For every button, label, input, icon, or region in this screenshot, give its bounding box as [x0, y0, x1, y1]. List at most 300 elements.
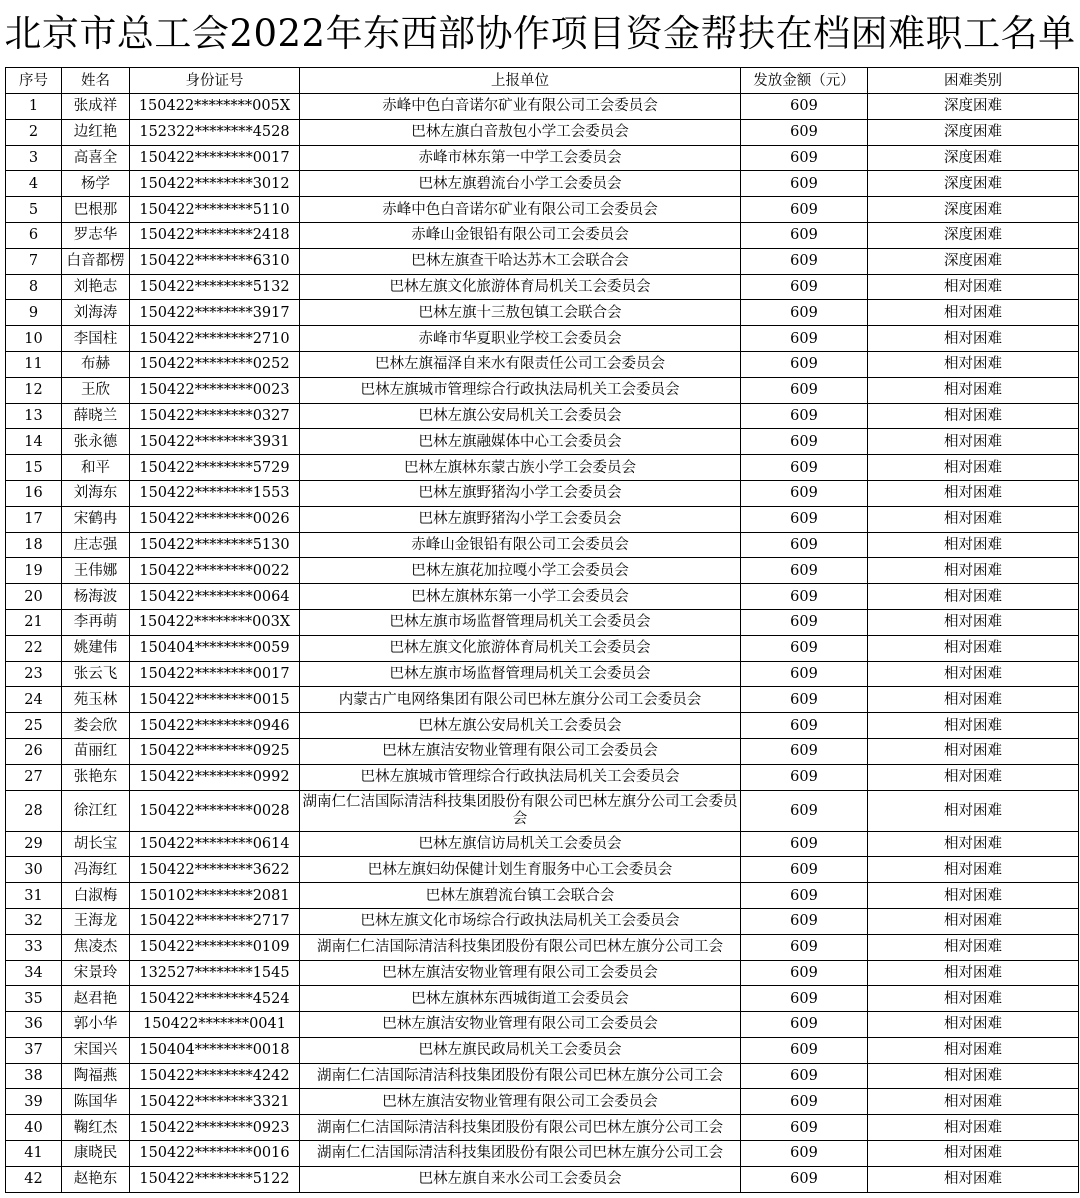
- row-index: 32: [6, 908, 62, 934]
- person-name: 布赫: [62, 351, 130, 377]
- row-index: 20: [6, 584, 62, 610]
- person-name: 张艳东: [62, 764, 130, 790]
- table-row: [6, 145, 1079, 171]
- row-index: 35: [6, 986, 62, 1012]
- reporting-unit: 巴林左旗洁安物业管理有限公司工会委员会: [300, 738, 741, 764]
- person-name: 陶福燕: [62, 1063, 130, 1089]
- hardship-category: 相对困难: [868, 960, 1079, 986]
- person-name: 李国柱: [62, 326, 130, 352]
- row-index: 1: [6, 94, 62, 120]
- row-index: 10: [6, 326, 62, 352]
- amount: 609: [741, 197, 868, 223]
- header-row: [6, 68, 1079, 94]
- row-index: 33: [6, 934, 62, 960]
- person-name: 冯海红: [62, 857, 130, 883]
- reporting-unit: 内蒙古广电网络集团有限公司巴林左旗分公司工会委员会: [300, 687, 741, 713]
- reporting-unit: 巴林左旗查干哈达苏木工会联合会: [300, 248, 741, 274]
- person-name: 胡长宝: [62, 831, 130, 857]
- table-row: [6, 986, 1079, 1012]
- amount: 609: [741, 713, 868, 739]
- table-row: [6, 300, 1079, 326]
- person-name: 宋景玲: [62, 960, 130, 986]
- hardship-category: 相对困难: [868, 661, 1079, 687]
- id-number: 150422********0022: [130, 558, 300, 584]
- table-row: [6, 790, 1079, 831]
- person-name: 徐江红: [62, 790, 130, 831]
- hardship-category: 相对困难: [868, 532, 1079, 558]
- amount: 609: [741, 1166, 868, 1192]
- person-name: 王海龙: [62, 908, 130, 934]
- id-number: 150422*******0041: [130, 1012, 300, 1038]
- header-hardship-category: 困难类别: [868, 68, 1079, 94]
- reporting-unit: 巴林左旗野猪沟小学工会委员会: [300, 480, 741, 506]
- table-row: [6, 1166, 1079, 1192]
- person-name: 刘海涛: [62, 300, 130, 326]
- row-index: 28: [6, 790, 62, 831]
- reporting-unit: 巴林左旗野猪沟小学工会委员会: [300, 506, 741, 532]
- hardship-category: 相对困难: [868, 300, 1079, 326]
- id-number: 150422********0026: [130, 506, 300, 532]
- amount: 609: [741, 532, 868, 558]
- table-row: [6, 1115, 1079, 1141]
- row-index: 29: [6, 831, 62, 857]
- table-row: [6, 687, 1079, 713]
- row-index: 13: [6, 403, 62, 429]
- table-row: [6, 857, 1079, 883]
- reporting-unit: 巴林左旗文化旅游体育局机关工会委员会: [300, 635, 741, 661]
- hardship-category: 相对困难: [868, 506, 1079, 532]
- person-name: 边红艳: [62, 119, 130, 145]
- person-name: 薛晓兰: [62, 403, 130, 429]
- id-number: 150422********3917: [130, 300, 300, 326]
- table-row: [6, 1089, 1079, 1115]
- reporting-unit: 巴林左旗文化市场综合行政执法局机关工会委员会: [300, 908, 741, 934]
- reporting-unit: 巴林左旗碧流台镇工会联合会: [300, 883, 741, 909]
- reporting-unit: 巴林左旗白音敖包小学工会委员会: [300, 119, 741, 145]
- amount: 609: [741, 883, 868, 909]
- hardship-category: 深度困难: [868, 248, 1079, 274]
- amount: 609: [741, 661, 868, 687]
- document-title: 北京市总工会2022年东西部协作项目资金帮扶在档困难职工名单: [4, 12, 1076, 55]
- hardship-category: 相对困难: [868, 883, 1079, 909]
- hardship-category: 相对困难: [868, 764, 1079, 790]
- person-name: 李再萌: [62, 609, 130, 635]
- hardship-category: 相对困难: [868, 377, 1079, 403]
- amount: 609: [741, 119, 868, 145]
- reporting-unit: 湖南仁仁洁国际清洁科技集团股份有限公司巴林左旗分公司工会: [300, 1141, 741, 1167]
- id-number: 150422********0016: [130, 1141, 300, 1167]
- hardship-category: 相对困难: [868, 687, 1079, 713]
- header-amount: 发放金额（元）: [741, 68, 868, 94]
- table-row: [6, 661, 1079, 687]
- id-number: 150422********2710: [130, 326, 300, 352]
- person-name: 张成祥: [62, 94, 130, 120]
- person-name: 白音都楞: [62, 248, 130, 274]
- hardship-category: 深度困难: [868, 222, 1079, 248]
- row-index: 40: [6, 1115, 62, 1141]
- person-name: 康晓民: [62, 1141, 130, 1167]
- header-index: 序号: [6, 68, 62, 94]
- reporting-unit: 赤峰市林东第一中学工会委员会: [300, 145, 741, 171]
- amount: 609: [741, 764, 868, 790]
- id-number: 150422********5132: [130, 274, 300, 300]
- id-number: 150404********0059: [130, 635, 300, 661]
- amount: 609: [741, 429, 868, 455]
- reporting-unit: 巴林左旗公安局机关工会委员会: [300, 403, 741, 429]
- hardship-category: 相对困难: [868, 584, 1079, 610]
- reporting-unit: 巴林左旗林东西城街道工会委员会: [300, 986, 741, 1012]
- table-row: [6, 351, 1079, 377]
- person-name: 陈国华: [62, 1089, 130, 1115]
- person-name: 罗志华: [62, 222, 130, 248]
- person-name: 郭小华: [62, 1012, 130, 1038]
- row-index: 23: [6, 661, 62, 687]
- hardship-category: 相对困难: [868, 1089, 1079, 1115]
- hardship-category: 相对困难: [868, 429, 1079, 455]
- table-row: [6, 403, 1079, 429]
- hardship-category: 相对困难: [868, 908, 1079, 934]
- row-index: 26: [6, 738, 62, 764]
- table-row: [6, 326, 1079, 352]
- table-row: [6, 713, 1079, 739]
- row-index: 42: [6, 1166, 62, 1192]
- reporting-unit: 巴林左旗林东第一小学工会委员会: [300, 584, 741, 610]
- reporting-unit: 巴林左旗洁安物业管理有限公司工会委员会: [300, 960, 741, 986]
- row-index: 31: [6, 883, 62, 909]
- row-index: 24: [6, 687, 62, 713]
- reporting-unit: 巴林左旗妇幼保健计划生育服务中心工会委员会: [300, 857, 741, 883]
- hardship-category: 相对困难: [868, 326, 1079, 352]
- hardship-category: 相对困难: [868, 403, 1079, 429]
- table-row: [6, 377, 1079, 403]
- id-number: 150422********003X: [130, 609, 300, 635]
- row-index: 38: [6, 1063, 62, 1089]
- hardship-category: 相对困难: [868, 274, 1079, 300]
- person-name: 娄会欣: [62, 713, 130, 739]
- row-index: 6: [6, 222, 62, 248]
- table-row: [6, 532, 1079, 558]
- row-index: 14: [6, 429, 62, 455]
- amount: 609: [741, 274, 868, 300]
- table-row: [6, 1141, 1079, 1167]
- person-name: 高喜全: [62, 145, 130, 171]
- hardship-category: 深度困难: [868, 94, 1079, 120]
- id-number: 150422********0028: [130, 790, 300, 831]
- header-reporting-unit: 上报单位: [300, 68, 741, 94]
- amount: 609: [741, 908, 868, 934]
- hardship-category: 相对困难: [868, 1141, 1079, 1167]
- amount: 609: [741, 171, 868, 197]
- row-index: 7: [6, 248, 62, 274]
- hardship-category: 深度困难: [868, 197, 1079, 223]
- id-number: 150422********5130: [130, 532, 300, 558]
- hardship-category: 相对困难: [868, 1012, 1079, 1038]
- reporting-unit: 赤峰中色白音诺尔矿业有限公司工会委员会: [300, 94, 741, 120]
- id-number: 152322********4528: [130, 119, 300, 145]
- id-number: 150422********5729: [130, 455, 300, 481]
- table-row: [6, 558, 1079, 584]
- reporting-unit: 巴林左旗林东蒙古族小学工会委员会: [300, 455, 741, 481]
- reporting-unit: 湖南仁仁洁国际清洁科技集团股份有限公司巴林左旗分公司工会: [300, 1115, 741, 1141]
- person-name: 巴根那: [62, 197, 130, 223]
- id-number: 150422********3012: [130, 171, 300, 197]
- hardship-category: 相对困难: [868, 790, 1079, 831]
- person-name: 王欣: [62, 377, 130, 403]
- row-index: 17: [6, 506, 62, 532]
- id-number: 150422********3931: [130, 429, 300, 455]
- amount: 609: [741, 687, 868, 713]
- row-index: 8: [6, 274, 62, 300]
- row-index: 41: [6, 1141, 62, 1167]
- amount: 609: [741, 455, 868, 481]
- amount: 609: [741, 248, 868, 274]
- hardship-category: 相对困难: [868, 713, 1079, 739]
- id-number: 150422********0925: [130, 738, 300, 764]
- id-number: 150422********2418: [130, 222, 300, 248]
- row-index: 9: [6, 300, 62, 326]
- table-row: [6, 94, 1079, 120]
- person-name: 和平: [62, 455, 130, 481]
- person-name: 姚建伟: [62, 635, 130, 661]
- person-name: 苑玉林: [62, 687, 130, 713]
- row-index: 16: [6, 480, 62, 506]
- id-number: 150422********5110: [130, 197, 300, 223]
- hardship-category: 相对困难: [868, 738, 1079, 764]
- reporting-unit: 巴林左旗自来水公司工会委员会: [300, 1166, 741, 1192]
- hardship-category: 相对困难: [868, 831, 1079, 857]
- person-name: 庄志强: [62, 532, 130, 558]
- table-row: [6, 455, 1079, 481]
- row-index: 30: [6, 857, 62, 883]
- row-index: 22: [6, 635, 62, 661]
- person-name: 张云飞: [62, 661, 130, 687]
- person-name: 白淑梅: [62, 883, 130, 909]
- reporting-unit: 巴林左旗文化旅游体育局机关工会委员会: [300, 274, 741, 300]
- table-row: [6, 429, 1079, 455]
- person-name: 王伟娜: [62, 558, 130, 584]
- row-index: 4: [6, 171, 62, 197]
- id-number: 150422********0023: [130, 377, 300, 403]
- id-number: 150422********3321: [130, 1089, 300, 1115]
- amount: 609: [741, 300, 868, 326]
- row-index: 5: [6, 197, 62, 223]
- row-index: 39: [6, 1089, 62, 1115]
- table-row: [6, 506, 1079, 532]
- amount: 609: [741, 960, 868, 986]
- reporting-unit: 巴林左旗洁安物业管理有限公司工会委员会: [300, 1089, 741, 1115]
- row-index: 36: [6, 1012, 62, 1038]
- id-number: 150422********3622: [130, 857, 300, 883]
- id-number: 150404********0018: [130, 1037, 300, 1063]
- reporting-unit: 赤峰山金银铅有限公司工会委员会: [300, 222, 741, 248]
- row-index: 18: [6, 532, 62, 558]
- id-number: 150422********0015: [130, 687, 300, 713]
- id-number: 150422********6310: [130, 248, 300, 274]
- id-number: 150102********2081: [130, 883, 300, 909]
- reporting-unit: 湖南仁仁洁国际清洁科技集团股份有限公司巴林左旗分公司工会委员会: [300, 790, 741, 831]
- reporting-unit: 赤峰中色白音诺尔矿业有限公司工会委员会: [300, 197, 741, 223]
- amount: 609: [741, 326, 868, 352]
- amount: 609: [741, 1037, 868, 1063]
- table-row: [6, 831, 1079, 857]
- amount: 609: [741, 480, 868, 506]
- row-index: 12: [6, 377, 62, 403]
- amount: 609: [741, 222, 868, 248]
- reporting-unit: 巴林左旗市场监督管理局机关工会委员会: [300, 661, 741, 687]
- person-name: 赵君艳: [62, 986, 130, 1012]
- row-index: 27: [6, 764, 62, 790]
- reporting-unit: 湖南仁仁洁国际清洁科技集团股份有限公司巴林左旗分公司工会: [300, 1063, 741, 1089]
- id-number: 150422********0064: [130, 584, 300, 610]
- hardship-category: 深度困难: [868, 145, 1079, 171]
- amount: 609: [741, 1141, 868, 1167]
- hardship-category: 相对困难: [868, 1063, 1079, 1089]
- amount: 609: [741, 1012, 868, 1038]
- roster-table: [5, 67, 1079, 1193]
- id-number: 150422********0017: [130, 661, 300, 687]
- id-number: 132527********1545: [130, 960, 300, 986]
- amount: 609: [741, 506, 868, 532]
- row-index: 34: [6, 960, 62, 986]
- hardship-category: 深度困难: [868, 171, 1079, 197]
- table-row: [6, 197, 1079, 223]
- amount: 609: [741, 1115, 868, 1141]
- reporting-unit: 巴林左旗花加拉嘎小学工会委员会: [300, 558, 741, 584]
- reporting-unit: 巴林左旗公安局机关工会委员会: [300, 713, 741, 739]
- id-number: 150422********2717: [130, 908, 300, 934]
- amount: 609: [741, 377, 868, 403]
- row-index: 3: [6, 145, 62, 171]
- reporting-unit: 巴林左旗信访局机关工会委员会: [300, 831, 741, 857]
- id-number: 150422********4242: [130, 1063, 300, 1089]
- reporting-unit: 赤峰山金银铅有限公司工会委员会: [300, 532, 741, 558]
- reporting-unit: 巴林左旗洁安物业管理有限公司工会委员会: [300, 1012, 741, 1038]
- id-number: 150422********4524: [130, 986, 300, 1012]
- table-row: [6, 274, 1079, 300]
- table-row: [6, 960, 1079, 986]
- amount: 609: [741, 986, 868, 1012]
- person-name: 赵艳东: [62, 1166, 130, 1192]
- id-number: 150422********1553: [130, 480, 300, 506]
- person-name: 苗丽红: [62, 738, 130, 764]
- hardship-category: 相对困难: [868, 1166, 1079, 1192]
- table-row: [6, 764, 1079, 790]
- reporting-unit: 赤峰市华夏职业学校工会委员会: [300, 326, 741, 352]
- id-number: 150422********0327: [130, 403, 300, 429]
- table-row: [6, 119, 1079, 145]
- amount: 609: [741, 94, 868, 120]
- table-row: [6, 171, 1079, 197]
- row-index: 15: [6, 455, 62, 481]
- hardship-category: 相对困难: [868, 480, 1079, 506]
- amount: 609: [741, 403, 868, 429]
- hardship-category: 相对困难: [868, 455, 1079, 481]
- id-number: 150422********0992: [130, 764, 300, 790]
- amount: 609: [741, 831, 868, 857]
- table-row: [6, 248, 1079, 274]
- amount: 609: [741, 351, 868, 377]
- person-name: 宋鹤冉: [62, 506, 130, 532]
- reporting-unit: 巴林左旗民政局机关工会委员会: [300, 1037, 741, 1063]
- amount: 609: [741, 584, 868, 610]
- table-row: [6, 222, 1079, 248]
- person-name: 杨学: [62, 171, 130, 197]
- id-number: 150422********0252: [130, 351, 300, 377]
- amount: 609: [741, 790, 868, 831]
- reporting-unit: 巴林左旗城市管理综合行政执法局机关工会委员会: [300, 377, 741, 403]
- id-number: 150422********0614: [130, 831, 300, 857]
- reporting-unit: 巴林左旗碧流台小学工会委员会: [300, 171, 741, 197]
- reporting-unit: 巴林左旗福泽自来水有限责任公司工会委员会: [300, 351, 741, 377]
- table-row: [6, 908, 1079, 934]
- reporting-unit: 巴林左旗十三敖包镇工会联合会: [300, 300, 741, 326]
- row-index: 37: [6, 1037, 62, 1063]
- row-index: 25: [6, 713, 62, 739]
- id-number: 150422********5122: [130, 1166, 300, 1192]
- hardship-category: 相对困难: [868, 558, 1079, 584]
- person-name: 宋国兴: [62, 1037, 130, 1063]
- row-index: 19: [6, 558, 62, 584]
- hardship-category: 相对困难: [868, 934, 1079, 960]
- amount: 609: [741, 635, 868, 661]
- table-row: [6, 883, 1079, 909]
- id-number: 150422********0109: [130, 934, 300, 960]
- amount: 609: [741, 738, 868, 764]
- person-name: 刘海东: [62, 480, 130, 506]
- hardship-category: 相对困难: [868, 635, 1079, 661]
- amount: 609: [741, 1063, 868, 1089]
- header-id-number: 身份证号: [130, 68, 300, 94]
- person-name: 杨海波: [62, 584, 130, 610]
- reporting-unit: 巴林左旗城市管理综合行政执法局机关工会委员会: [300, 764, 741, 790]
- row-index: 11: [6, 351, 62, 377]
- reporting-unit: 巴林左旗市场监督管理局机关工会委员会: [300, 609, 741, 635]
- id-number: 150422********0946: [130, 713, 300, 739]
- table-row: [6, 584, 1079, 610]
- table-row: [6, 480, 1079, 506]
- table-row: [6, 738, 1079, 764]
- table-row: [6, 1037, 1079, 1063]
- id-number: 150422********0923: [130, 1115, 300, 1141]
- table-row: [6, 1012, 1079, 1038]
- hardship-category: 相对困难: [868, 609, 1079, 635]
- hardship-category: 相对困难: [868, 986, 1079, 1012]
- row-index: 21: [6, 609, 62, 635]
- person-name: 刘艳志: [62, 274, 130, 300]
- reporting-unit: 巴林左旗融媒体中心工会委员会: [300, 429, 741, 455]
- hardship-category: 相对困难: [868, 1037, 1079, 1063]
- table-row: [6, 635, 1079, 661]
- table-row: [6, 1063, 1079, 1089]
- hardship-category: 相对困难: [868, 351, 1079, 377]
- amount: 609: [741, 934, 868, 960]
- amount: 609: [741, 1089, 868, 1115]
- reporting-unit: 湖南仁仁洁国际清洁科技集团股份有限公司巴林左旗分公司工会: [300, 934, 741, 960]
- header-name: 姓名: [62, 68, 130, 94]
- amount: 609: [741, 145, 868, 171]
- id-number: 150422********0017: [130, 145, 300, 171]
- id-number: 150422********005X: [130, 94, 300, 120]
- table-row: [6, 934, 1079, 960]
- amount: 609: [741, 609, 868, 635]
- table-row: [6, 609, 1079, 635]
- hardship-category: 相对困难: [868, 857, 1079, 883]
- person-name: 焦凌杰: [62, 934, 130, 960]
- amount: 609: [741, 857, 868, 883]
- row-index: 2: [6, 119, 62, 145]
- hardship-category: 深度困难: [868, 119, 1079, 145]
- person-name: 张永德: [62, 429, 130, 455]
